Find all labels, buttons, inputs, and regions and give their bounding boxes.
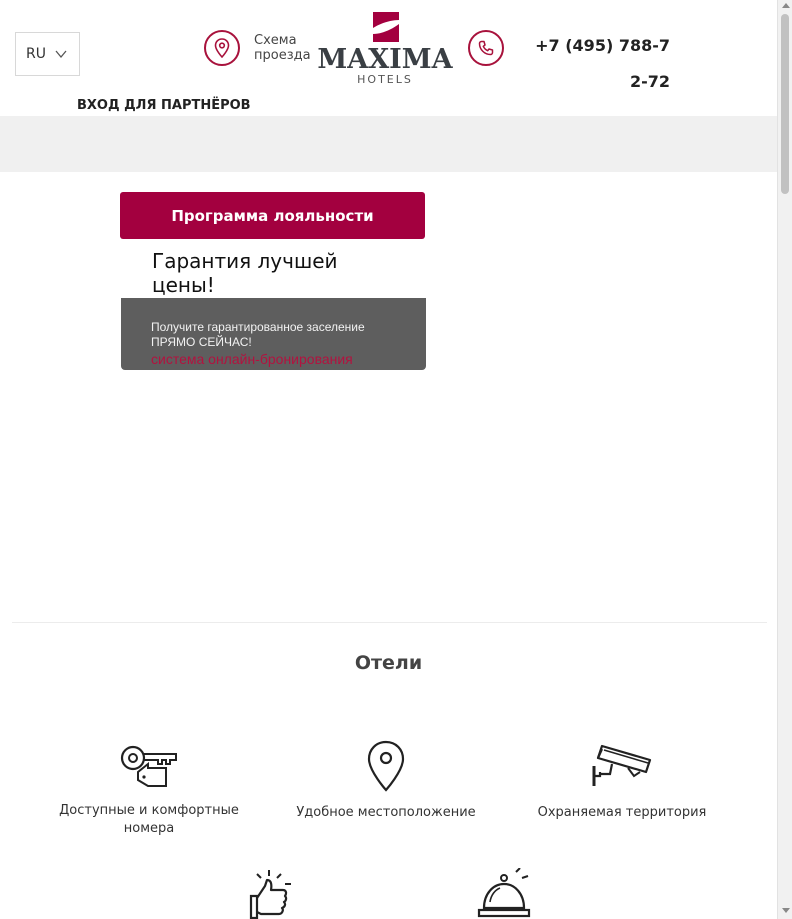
thumbs-up-icon	[247, 868, 293, 919]
guarantee-panel	[121, 298, 426, 370]
logo-leaf-icon	[369, 10, 403, 44]
feature-label: Удобное местоположение	[296, 805, 476, 820]
feature-rooms	[49, 740, 249, 838]
feature-location	[286, 740, 486, 822]
scroll-down-icon[interactable]	[782, 908, 790, 913]
location-pin-icon	[366, 740, 406, 792]
reception-bell-icon	[476, 868, 532, 919]
feature-security	[522, 740, 722, 822]
keys-icon	[118, 740, 180, 790]
feature-reception	[404, 868, 604, 919]
partners-login-link[interactable]: ВХОД ДЛЯ ПАРТНЁРОВ	[77, 98, 251, 113]
language-value: RU	[26, 46, 46, 62]
language-select[interactable]	[15, 32, 80, 76]
map-label-line1: Схема	[254, 33, 297, 48]
logo-sub: HOTELS	[357, 73, 413, 86]
phone-number[interactable]: +7 (495) 788-72-72	[535, 36, 670, 91]
phone-icon	[478, 40, 494, 56]
logo-word: MAXIMA	[317, 44, 453, 75]
feature-label: Доступные и комфортные номера	[59, 803, 239, 836]
section-divider	[12, 622, 767, 623]
guarantee-title: Гарантия лучшей цены!	[152, 249, 338, 297]
loyalty-program-button[interactable]: Программа лояльности	[120, 192, 425, 239]
maxima-logo[interactable]	[316, 10, 454, 86]
map-link[interactable]	[254, 33, 311, 63]
feature-service	[170, 868, 370, 919]
scroll-up-icon[interactable]	[782, 3, 790, 8]
map-pin-icon	[214, 38, 230, 58]
page-scrollbar[interactable]	[777, 0, 792, 919]
guarantee-text: Получите гарантированное заселение ПРЯМО СЕЙЧАС!	[151, 320, 365, 349]
phone-button[interactable]	[468, 30, 504, 66]
security-camera-icon	[590, 740, 654, 792]
feature-label: Охраняемая территория	[537, 805, 707, 820]
map-button[interactable]	[204, 30, 240, 66]
online-booking-link[interactable]: система онлайн-бронирования	[151, 351, 353, 367]
hotels-title: Отели	[354, 652, 423, 674]
scroll-thumb[interactable]	[781, 14, 789, 194]
map-label-line2: проезда	[254, 48, 311, 63]
chevron-down-icon	[54, 47, 68, 61]
grey-band	[0, 116, 777, 172]
